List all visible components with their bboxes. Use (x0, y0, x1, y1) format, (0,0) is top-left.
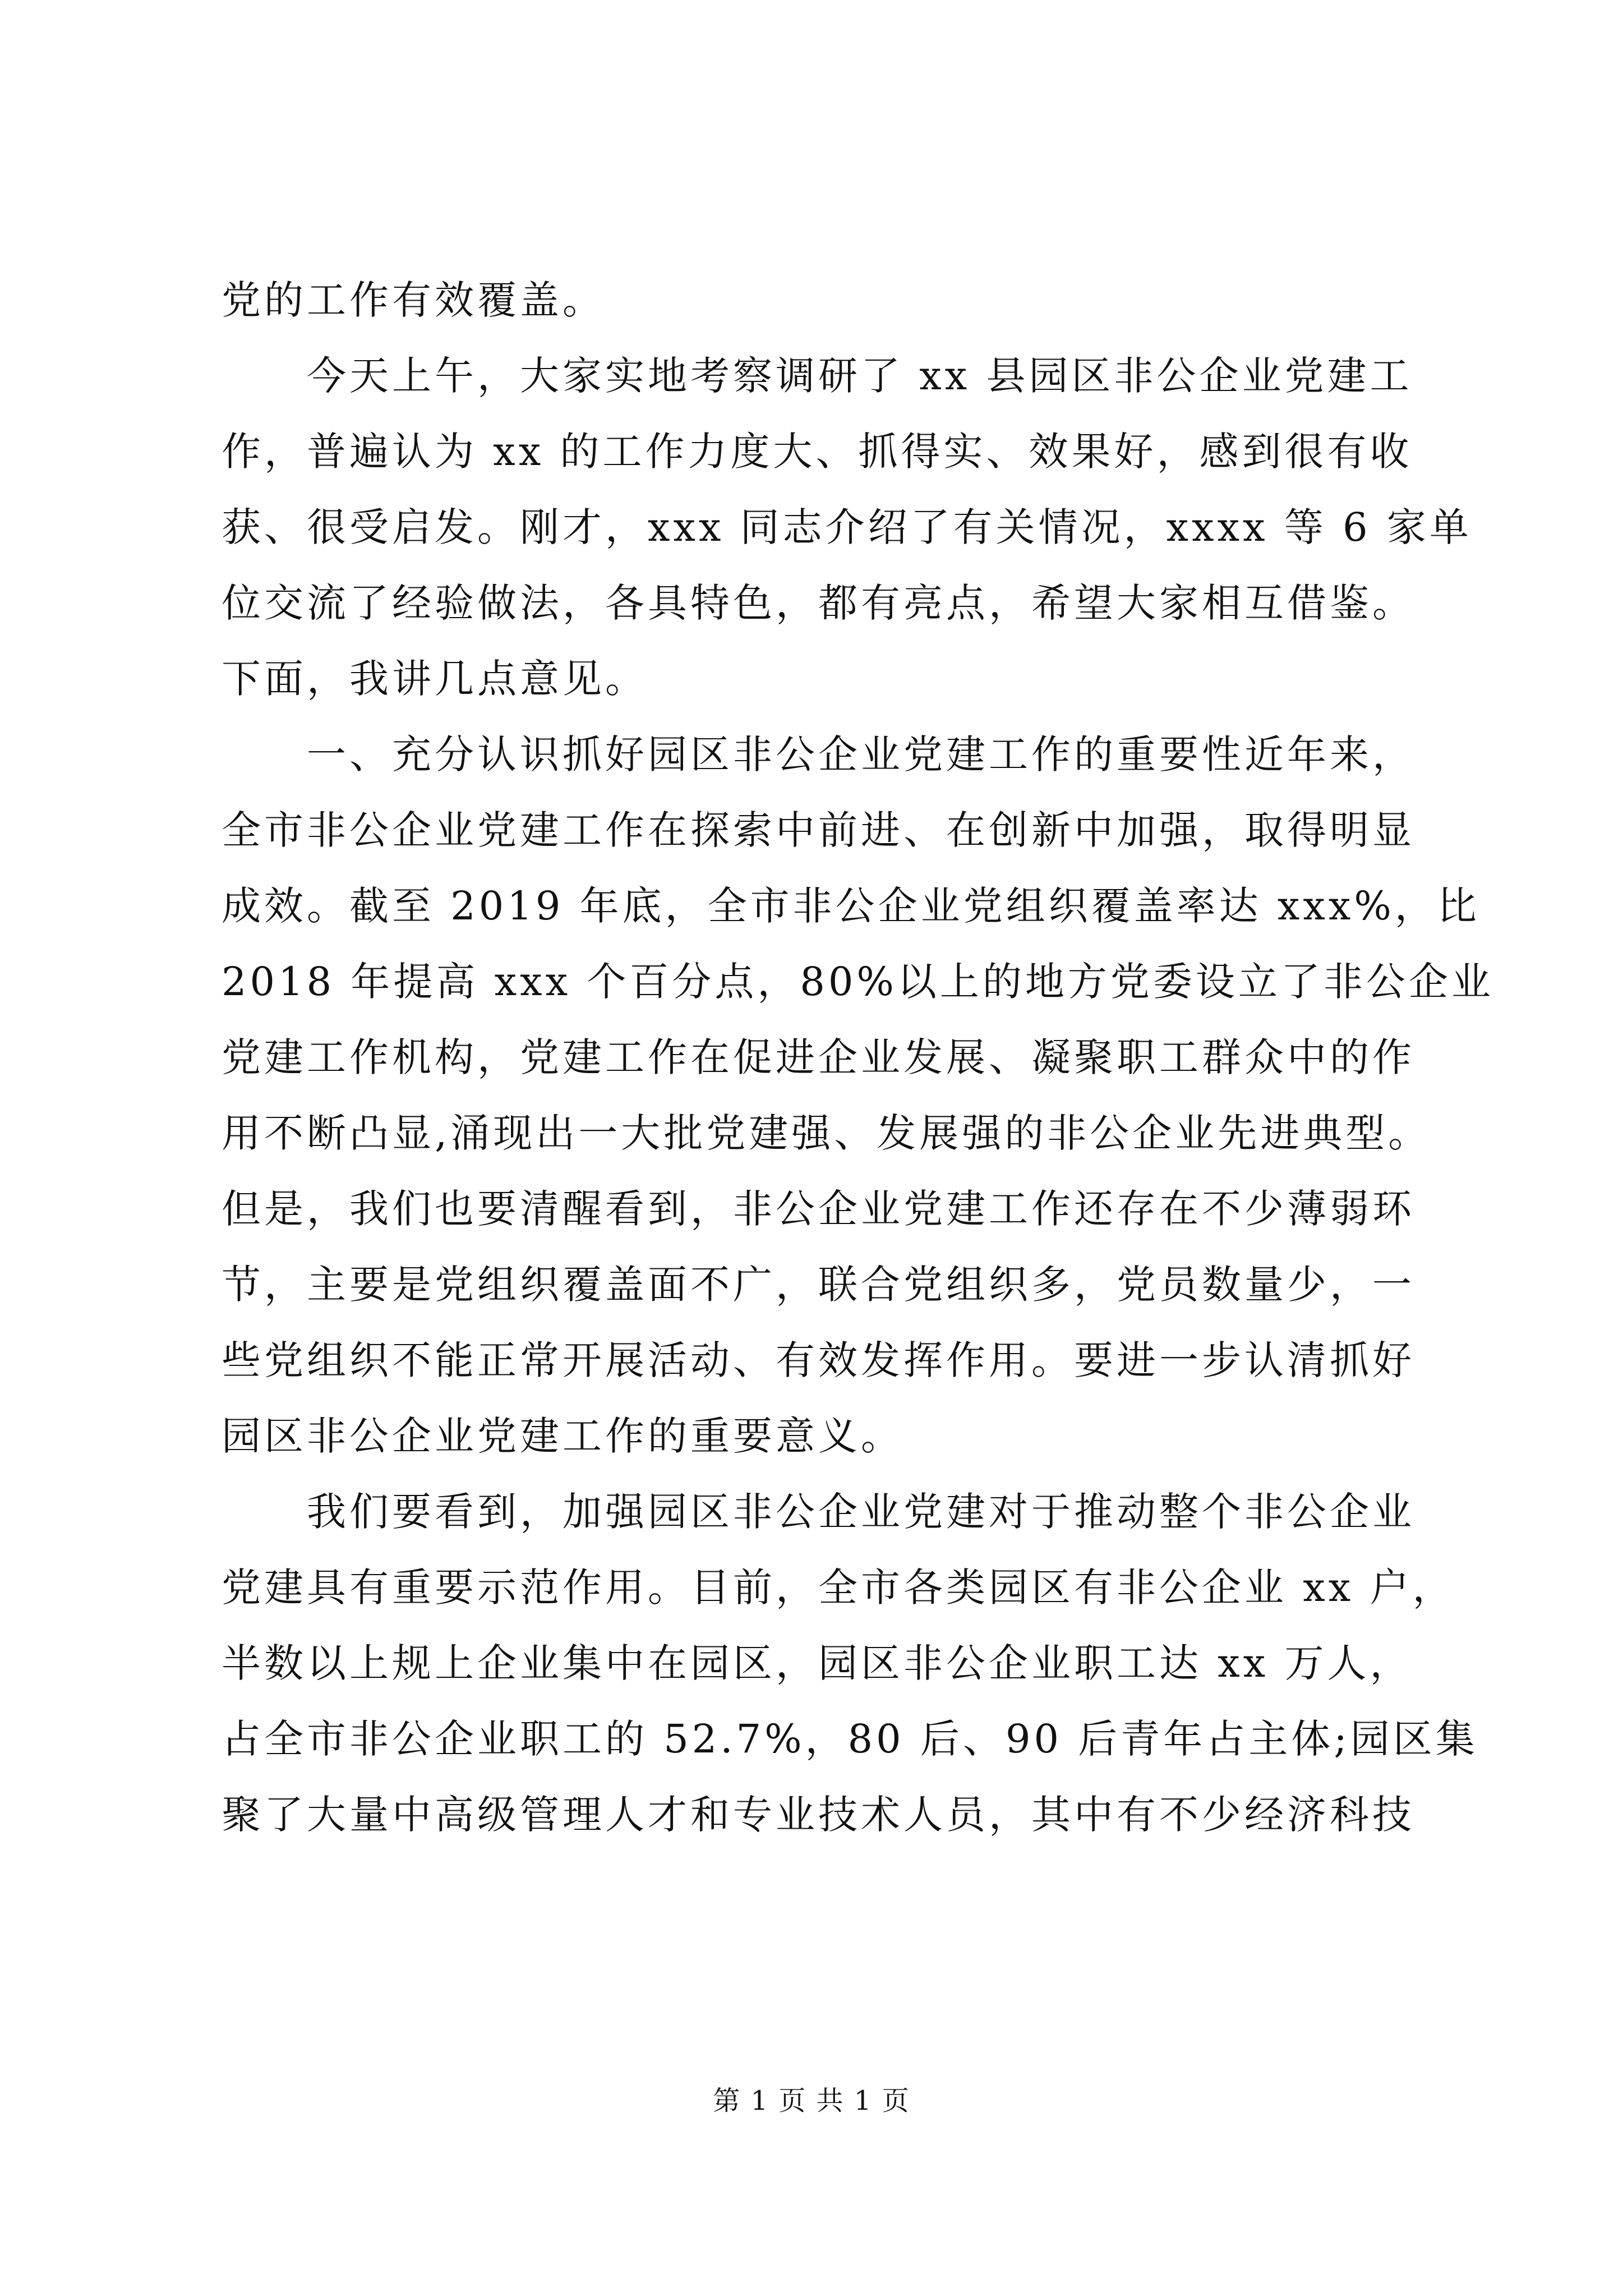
text-line: 半数以上规上企业集中在园区，园区非公企业职工达 xx 万人， (222, 1640, 1413, 1686)
text-line: 占全市非公企业职工的 52.7%，80 后、90 后青年占主体;园区集 (222, 1716, 1478, 1762)
text-line: 全市非公企业党建工作在探索中前进、在创新中加强，取得明显 (222, 807, 1415, 853)
text-line: 党建工作机构，党建工作在促进企业发展、凝聚职工群众中的作 (222, 1034, 1415, 1080)
text-line: 党的工作有效覆盖。 (222, 277, 605, 323)
text-line: 获、很受启发。刚才，xxx 同志介绍了有关情况，xxxx 等 6 家单 (222, 504, 1472, 550)
text-line: 下面，我讲几点意见。 (222, 656, 648, 702)
text-line: 一、充分认识抓好园区非公企业党建工作的重要性近年来， (307, 731, 1415, 777)
text-line: 聚了大量中高级管理人才和专业技术人员，其中有不少经济科技 (222, 1792, 1415, 1838)
text-line: 今天上午，大家实地考察调研了 xx 县园区非公企业党建工 (307, 353, 1413, 399)
text-line: 党建具有重要示范作用。目前，全市各类园区有非公企业 xx 户， (222, 1565, 1455, 1611)
page-footer: 第 1 页 共 1 页 (713, 2085, 910, 2116)
text-line: 用不断凸显,涌现出一大批党建强、发展强的非公企业先进典型。 (222, 1110, 1431, 1156)
text-line: 成效。截至 2019 年底，全市非公企业党组织覆盖率达 xxx%，比 (222, 883, 1480, 929)
text-line: 作，普遍认为 xx 的工作力度大、抓得实、效果好，感到很有收 (222, 429, 1413, 475)
text-line: 节，主要是党组织覆盖面不广，联合党组织多，党员数量少，一 (222, 1262, 1415, 1308)
text-line: 园区非公企业党建工作的重要意义。 (222, 1413, 903, 1459)
text-line: 我们要看到，加强园区非公企业党建对于推动整个非公企业 (307, 1489, 1415, 1535)
text-line: 2018 年提高 xxx 个百分点，80%以上的地方党委设立了非公企业 (222, 959, 1494, 1005)
text-line: 位交流了经验做法，各具特色，都有亮点，希望大家相互借鉴。 (222, 580, 1415, 626)
document-body (222, 263, 1494, 1853)
text-line: 些党组织不能正常开展活动、有效发挥作用。要进一步认清抓好 (222, 1337, 1415, 1383)
text-line: 但是，我们也要清醒看到，非公企业党建工作还存在不少薄弱环 (222, 1186, 1415, 1232)
